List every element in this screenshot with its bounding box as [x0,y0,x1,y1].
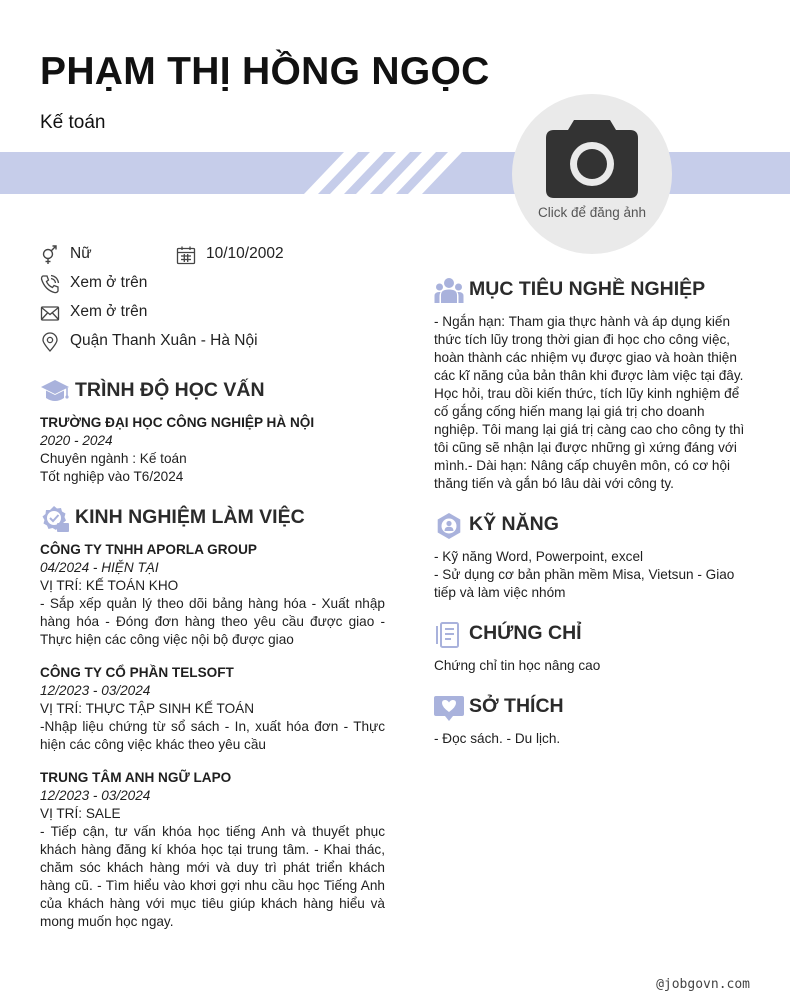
hobbies-text: - Đọc sách. - Du lịch. [434,731,561,746]
candidate-name: PHẠM THỊ HỒNG NGỌC [40,50,490,93]
job-description: - Tiếp cận, tư vấn khóa học tiếng Anh và thuyết phục khách hàng đăng kí khóa học tại trung tâm. - Khai thác, chăm sóc khách hàng mới và duy trì phát triển khách hàng cũ. - Tìm hiểu vào khơi gợi nhu cầu học Tiếng Anh của khách hàng với mục tiêu giúp khách hàng hiểu và mong muốn học ngay. [40,824,385,929]
contact-address [40,331,370,353]
job-entry [40,541,385,649]
education-graduation: Tốt nghiệp vào T6/2024 [40,469,184,484]
job-description: -Nhập liệu chứng từ sổ sách - In, xuất hóa đơn - Thực hiện các công việc khác theo yêu cầu [40,719,385,752]
experience-heading: KINH NGHIỆM LÀM VIỆC [40,504,380,534]
contact-birthday [176,244,376,266]
job-company: TRUNG TÂM ANH NGỮ LAPO [40,770,232,785]
photo-upload[interactable] [512,94,672,254]
job-position: VỊ TRÍ: SALE [40,806,121,821]
hobbies-heading: SỞ THÍCH [434,693,764,723]
location-pin-icon [40,332,60,352]
job-period: 12/2023 - 03/2024 [40,683,151,698]
job-company: CÔNG TY TNHH APORLA GROUP [40,542,258,557]
job-position: VỊ TRÍ: KẾ TOÁN KHO [40,578,179,593]
email-value: Xem ở trên [70,303,148,320]
skills-list [434,548,750,602]
email-icon [40,303,60,323]
contact-phone [40,273,370,295]
job-position: VỊ TRÍ: THỰC TẬP SINH KẾ TOÁN [40,701,255,716]
phone-icon [40,274,60,294]
job-period: 12/2023 - 03/2024 [40,788,151,803]
skills-gear-icon [434,511,464,541]
contact-email [40,302,370,324]
job-description: - Sắp xếp quản lý theo dõi bảng hàng hóa - Xuất nhập hàng hóa - Đóng đơn hàng theo yêu cầu được giao - Thực hiện các công việc nội bộ được giao [40,596,385,647]
certificate-icon [434,620,464,650]
education-heading: TRÌNH ĐỘ HỌC VẤN [40,377,380,407]
birthday-value: 10/10/2002 [206,245,284,262]
team-icon [434,276,464,306]
skill-item: - Sử dụng cơ bản phần mềm Misa, Vietsun - Giao tiếp và làm việc nhóm [434,567,735,600]
job-title: Kế toán [40,112,106,133]
job-entry [40,664,385,754]
school-name: TRƯỜNG ĐẠI HỌC CÔNG NGHIỆP HÀ NỘI [40,415,315,430]
address-value: Quận Thanh Xuân - Hà Nội [70,332,258,349]
job-company: CÔNG TY CỔ PHẦN TELSOFT [40,665,234,680]
header-stripes [300,152,470,194]
calendar-icon [176,245,196,265]
gender-value: Nữ [70,245,92,262]
phone-value: Xem ở trên [70,274,148,291]
photo-caption: Click để đăng ảnh [537,205,647,220]
certificates-heading: CHỨNG CHỈ [434,620,764,650]
education-period: 2020 - 2024 [40,433,113,448]
certificate-text: Chứng chỉ tin học nâng cao [434,658,601,673]
graduation-cap-icon [40,377,70,407]
gender-icon [40,245,60,265]
job-entry [40,769,385,931]
skill-item: - Kỹ năng Word, Powerpoint, excel [434,549,644,564]
heart-icon [434,693,464,723]
watermark: @jobgovn.com [656,977,750,992]
experience-badge-icon [40,504,70,534]
skills-heading: KỸ NĂNG [434,511,764,541]
job-period: 04/2024 - HIỆN TẠI [40,560,159,575]
education-entry [40,414,385,486]
contact-gender [40,244,170,266]
camera-icon [544,116,640,200]
objective-heading: MỤC TIÊU NGHỀ NGHIỆP [434,276,764,306]
education-major: Chuyên ngành : Kế toán [40,451,187,466]
objective-text: - Ngắn hạn: Tham gia thực hành và áp dụng kiến thức tích lũy trong thời gian đi học cho công việc, hoàn thành các nhiệm vụ được giao và hoàn thiện các kĩ năng của bản thân khi được làm việc tại đây. Học hỏi, trau dồi kiến thức, tích lũy kinh nghiệm để cố gắng cống hiến mang lại giá trị cho doanh nghiệp. Tôi mang lại giá trị càng cao cho công ty thì tôi cũng sẽ nhận lại được những gì xứng đáng với mình.- Dài hạn: Nâng cấp chuyên môn, có cơ hội thăng tiến và gắn bó lâu dài với công ty. [434,314,745,491]
